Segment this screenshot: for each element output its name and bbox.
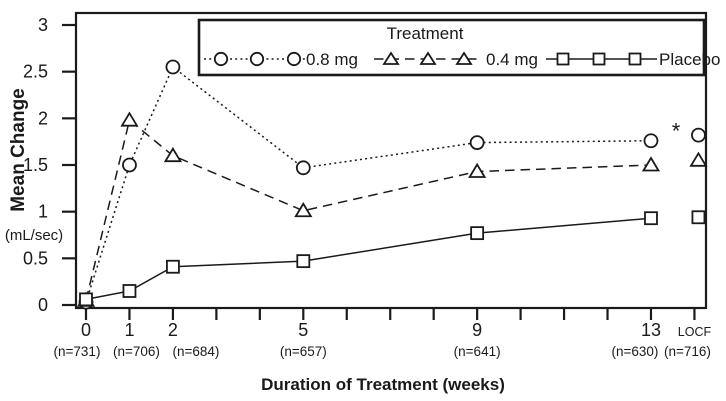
triangle-marker: [643, 158, 658, 171]
n-count-label: (n=716): [663, 344, 711, 359]
n-count-label: (n=706): [112, 344, 160, 359]
significance-asterisk: *: [671, 118, 681, 144]
square-marker: [692, 211, 704, 223]
square-marker: [123, 285, 135, 297]
square-marker: [167, 261, 179, 273]
square-marker: [80, 293, 92, 305]
n-count-label: (n=684): [172, 344, 220, 359]
y-axis-units-label: (mL/sec): [4, 227, 64, 244]
legend-entry-label: 0.8 mg: [306, 50, 358, 69]
x-tick-label: 2: [167, 320, 178, 340]
circle-marker: [215, 53, 227, 65]
square-marker: [594, 54, 605, 65]
y-tick-label: 0: [37, 295, 48, 315]
n-count-label: (n=657): [279, 344, 327, 359]
circle-marker: [471, 136, 484, 149]
square-marker: [630, 54, 641, 65]
x-axis-title: Duration of Treatment (weeks): [261, 375, 505, 394]
n-count-label: (n=630): [611, 344, 659, 359]
x-tick-label: 13: [640, 320, 661, 340]
circle-marker: [644, 134, 657, 147]
circle-marker: [251, 53, 263, 65]
square-marker: [558, 54, 569, 65]
circle-marker: [297, 161, 310, 174]
square-marker: [471, 227, 483, 239]
triangle-marker: [122, 113, 137, 126]
x-tick-label: LOCF: [677, 325, 712, 339]
x-tick-label: 0: [80, 320, 92, 340]
series-line-placebo: [86, 218, 651, 299]
circle-marker: [166, 61, 179, 74]
square-marker: [297, 255, 309, 267]
n-count-label: (n=641): [453, 344, 501, 359]
legend: [199, 20, 720, 75]
y-tick-label: 2: [37, 108, 48, 129]
legend-entry-label: Placebo: [659, 50, 721, 69]
y-tick-label: 0.5: [22, 248, 48, 269]
x-tick-label: 9: [472, 320, 483, 340]
y-tick-label: 1.5: [22, 155, 48, 175]
x-axis: [54, 308, 712, 359]
y-axis: [23, 15, 77, 315]
annotations: [672, 119, 681, 144]
series-markers: [79, 61, 706, 309]
y-tick-label: 3: [37, 15, 48, 35]
y-tick-label: 2.5: [22, 61, 48, 82]
triangle-marker: [691, 153, 706, 166]
n-count-label: (n=731): [53, 344, 101, 359]
x-tick-label: 5: [298, 320, 309, 340]
circle-marker: [288, 53, 300, 65]
circle-marker: [692, 129, 705, 142]
circle-marker: [123, 159, 136, 172]
y-tick-label: 1: [37, 201, 48, 222]
x-tick-label: 1: [124, 320, 135, 340]
legend-entry-label: 0.4 mg: [486, 50, 538, 69]
square-marker: [645, 212, 657, 224]
y-axis-title: Mean Change: [8, 88, 29, 212]
legend-title: Treatment: [386, 24, 464, 43]
